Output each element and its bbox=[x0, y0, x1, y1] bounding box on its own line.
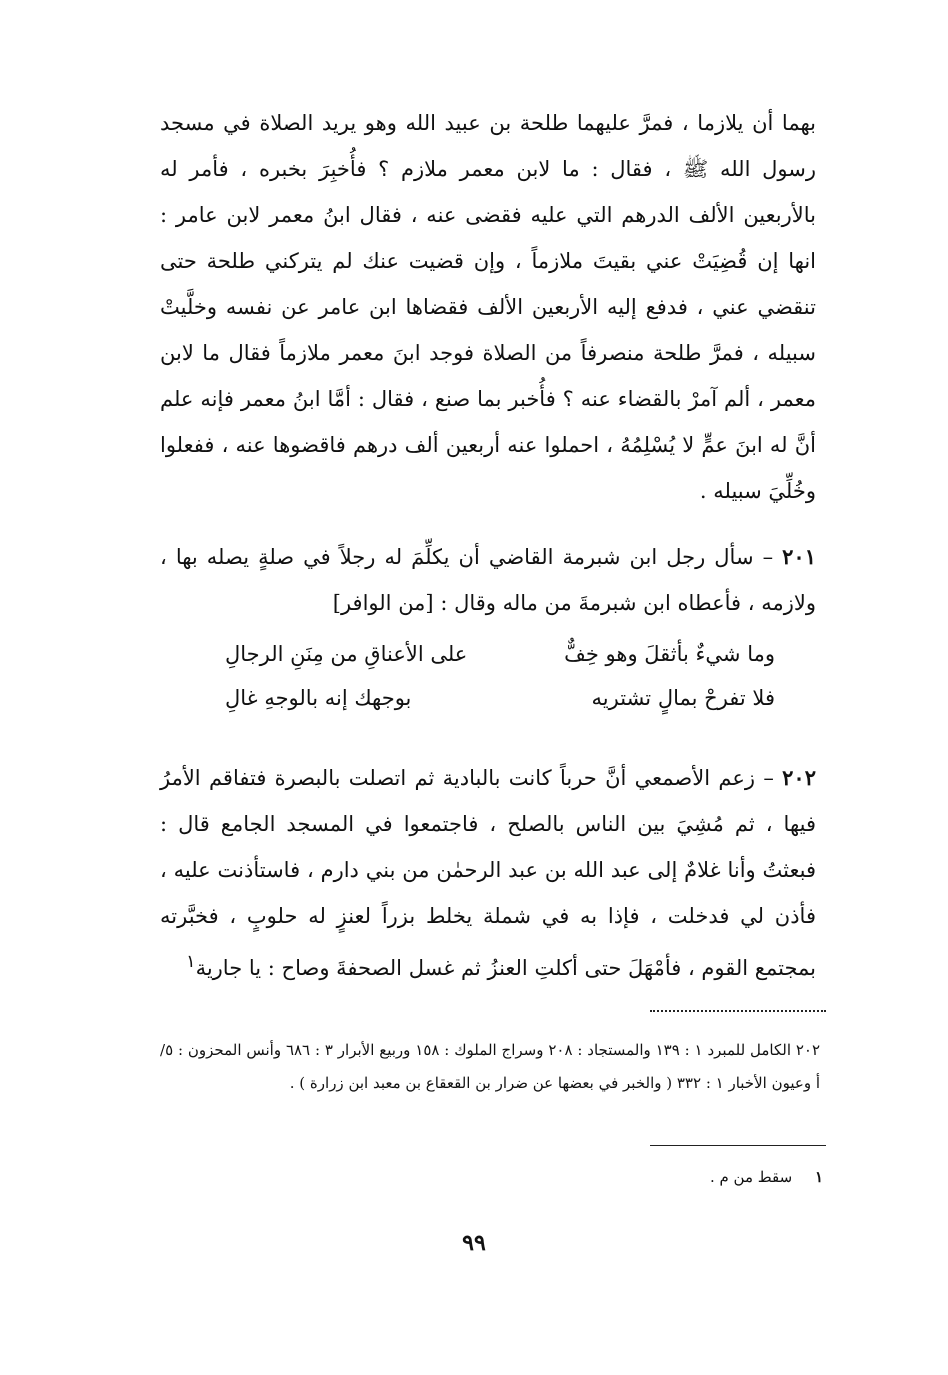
anecdote-text: زعم الأصمعي أنَّ حرباً كانت بالبادية ثم اتصلت بالبصرة فتفاقم الأمرُ فيها ، ثم مُشِيَ بين الناس بالصلح ، فاجتمعوا في المسجد الجامع قال : فبعثتُ وأنا غلامٌ إلى عبد الله بن عبد الرحمٰن من بني دارم ، فاستأذنت عليه ، فأذن لي فدخلت ، فإذا به في شملة يخلط بزراً لعنزٍ له حلوبٍ ، فخبَّرته بمجتمع القوم ، فأمْهَلَ حتى أكلتِ العنزُ ثم غسل الصحفةَ وصاح : يا جارية bbox=[160, 766, 816, 980]
first-hemistich: فلا تفرحْ بمالٍ تشتريه bbox=[591, 686, 775, 710]
footnote-rule bbox=[650, 1145, 826, 1146]
verse-block bbox=[225, 632, 775, 720]
footnote bbox=[710, 1162, 823, 1192]
second-hemistich: بوجهك إنه بالوجهِ غالِ bbox=[225, 686, 412, 710]
anecdote-text: سأل رجل ابن شبرمة القاضي أن يكلِّمَ له رجلاً في صلةٍ يصله بها ، ولازمه ، فأعطاه ابن شبرمةَ من ماله وقال : bbox=[160, 545, 816, 615]
anecdote-number: ٢٠١ bbox=[782, 544, 816, 569]
main-text-block bbox=[160, 100, 816, 626]
anecdote-dash: – bbox=[763, 766, 774, 790]
anecdote-number: ٢٠٢ bbox=[782, 765, 816, 790]
paragraph-201 bbox=[160, 534, 816, 626]
paragraph-202 bbox=[160, 755, 816, 991]
verse-line bbox=[225, 632, 775, 676]
footnote-number: ١ bbox=[814, 1168, 823, 1186]
page-number: ٩٩ bbox=[462, 1230, 486, 1256]
second-hemistich: على الأعناقِ من مِنَنِ الرجالِ bbox=[225, 642, 468, 666]
source-note-202: ٢٠٢ الكامل للمبرد ١ : ١٣٩ والمستجاد : ٢٠٨ وسراج الملوك : ١٥٨ وربيع الأبرار ٣ : ٦٨٦ وأنس المحزون : ٥/أ وعيون الأخبار ١ : ٣٣٢ ( والخبر في بعضها عن ضرار بن القعقاع بن معبد ابن زرارة ) . bbox=[160, 1041, 821, 1092]
paragraph-200-continuation: بهما أن يلازما ، فمرَّ عليهما طلحة بن عبيد الله وهو يريد الصلاة في مسجد رسول الله ﷺ ، فقال : ما لابن معمر ملازم ؟ فأُخبِرَ بخبره ، فأمر له بالأربعين الألف الدرهم التي عليه فقضى عنه ، فقال ابنُ معمر لابن عامر : انها إن قُضِيَتْ عني بقيتَ ملازماً ، وإن قضيت عنك لم يتركني طلحة حتى تنقضي عني ، فدفع إليه الأربعين الألف فقضاها ابن عامر عن نفسه وخلَّيتْ سبيله ، فمرَّ طلحة منصرفاً من الصلاة فوجد ابنَ معمر ملازماً فقال ما لابن معمر ، ألم آمرْ بالقضاء عنه ؟ فأُخبر بما صنع ، فقال : أمَّا ابنُ معمر فإنه علم أنَّ له ابنَ عمٍّ لا يُسْلِمُهُ ، احملوا عنه أربعين ألف درهم فاقضوها عنه ، ففعلوا وخُلِّيَ سبيله . bbox=[160, 111, 816, 503]
paragraph-202-block bbox=[160, 755, 816, 991]
dotted-separator bbox=[650, 1010, 826, 1012]
footnote-text: سقط من م . bbox=[709, 1168, 793, 1186]
verse-line bbox=[225, 676, 775, 720]
first-hemistich: وما شيءٌ بأثقلَ وهو خِفٌّ bbox=[564, 642, 775, 666]
anecdote-dash: – bbox=[762, 545, 774, 569]
source-notes bbox=[160, 1034, 820, 1100]
poetic-meter-label: [من الوافر] bbox=[332, 591, 434, 615]
footnote-marker: ١ bbox=[186, 952, 196, 972]
